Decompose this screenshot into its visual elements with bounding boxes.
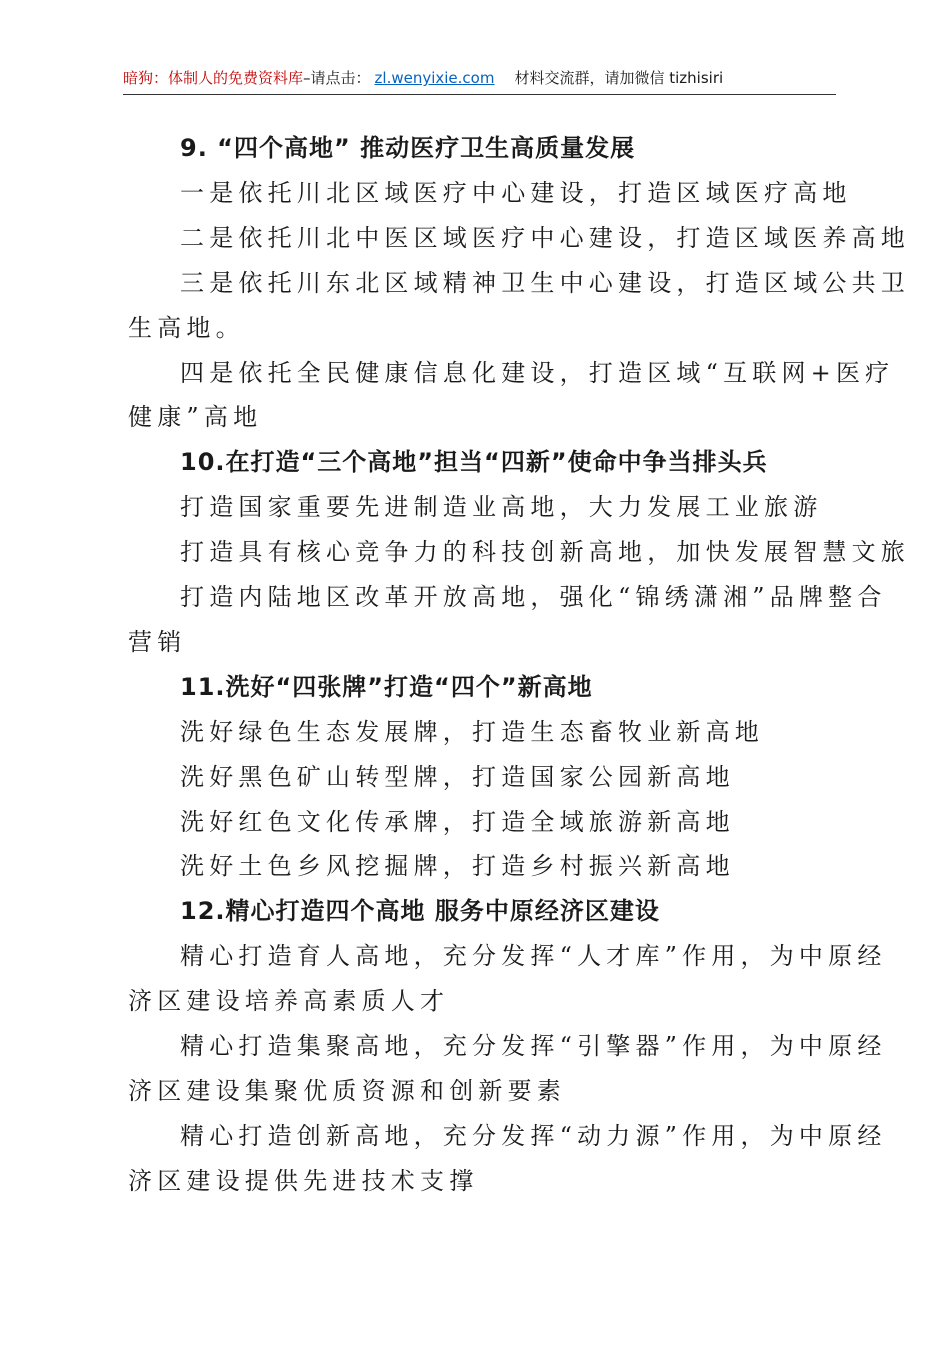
section-heading: 9. “四个高地” 推动医疗卫生高质量发展: [180, 134, 636, 162]
paragraph-line: 精心打造创新高地，充分发挥“动力源”作用，为中原经: [180, 1121, 887, 1150]
paragraph-line: 二是依托川北中医区域医疗中心建设，打造区域医养高地: [180, 223, 910, 252]
paragraph-line: 洗好绿色生态发展牌，打造生态畜牧业新高地: [180, 717, 764, 746]
paragraph-continuation: 济区建设集聚优质资源和创新要素: [128, 1076, 566, 1105]
paragraph-line: 打造国家重要先进制造业高地，大力发展工业旅游: [180, 493, 823, 522]
section-heading: 10.在打造“三个高地”担当“四新”使命中争当排头兵: [180, 448, 768, 477]
page-header: [123, 62, 836, 95]
paragraph-line: 四是依托全民健康信息化建设，打造区域“互联网+医疗: [180, 358, 895, 387]
header-brand: 暗狗：体制人的免费资料库: [123, 69, 304, 87]
paragraph-line: 洗好黑色矿山转型牌，打造国家公园新高地: [180, 762, 735, 791]
header-contact: 材料交流群，请加微信 tizhisiri: [514, 69, 724, 87]
paragraph-continuation: 生高地。: [128, 313, 245, 342]
paragraph-continuation: 济区建设培养高素质人才: [128, 987, 450, 1016]
section-heading: 12.精心打造四个高地 服务中原经济区建设: [180, 897, 660, 926]
header-click-prefix: –请点击：: [303, 69, 371, 87]
paragraph-line: 一是依托川北区域医疗中心建设，打造区域医疗高地: [180, 178, 852, 207]
paragraph-continuation: 济区建设提供先进技术支撑: [128, 1166, 479, 1195]
paragraph-line: 洗好土色乡风挖掘牌，打造乡村振兴新高地: [180, 852, 735, 881]
paragraph-continuation: 营销: [128, 627, 187, 656]
paragraph-line: 精心打造育人高地，充分发挥“人才库”作用，为中原经: [180, 942, 887, 971]
header-link[interactable]: zl.wenyixie.com: [374, 69, 495, 87]
section-heading: 11.洗好“四张牌”打造“四个”新高地: [180, 672, 593, 701]
paragraph-line: 三是依托川东北区域精神卫生中心建设，打造区域公共卫: [180, 268, 910, 297]
paragraph-line: 精心打造集聚高地，充分发挥“引擎器”作用，为中原经: [180, 1032, 887, 1060]
paragraph-line: 洗好红色文化传承牌，打造全域旅游新高地: [180, 807, 735, 836]
paragraph-continuation: 健康”高地: [128, 403, 263, 432]
paragraph-line: 打造具有核心竞争力的科技创新高地，加快发展智慧文旅: [180, 538, 910, 567]
paragraph-line: 打造内陆地区改革开放高地，强化“锦绣潇湘”品牌整合: [180, 583, 887, 611]
